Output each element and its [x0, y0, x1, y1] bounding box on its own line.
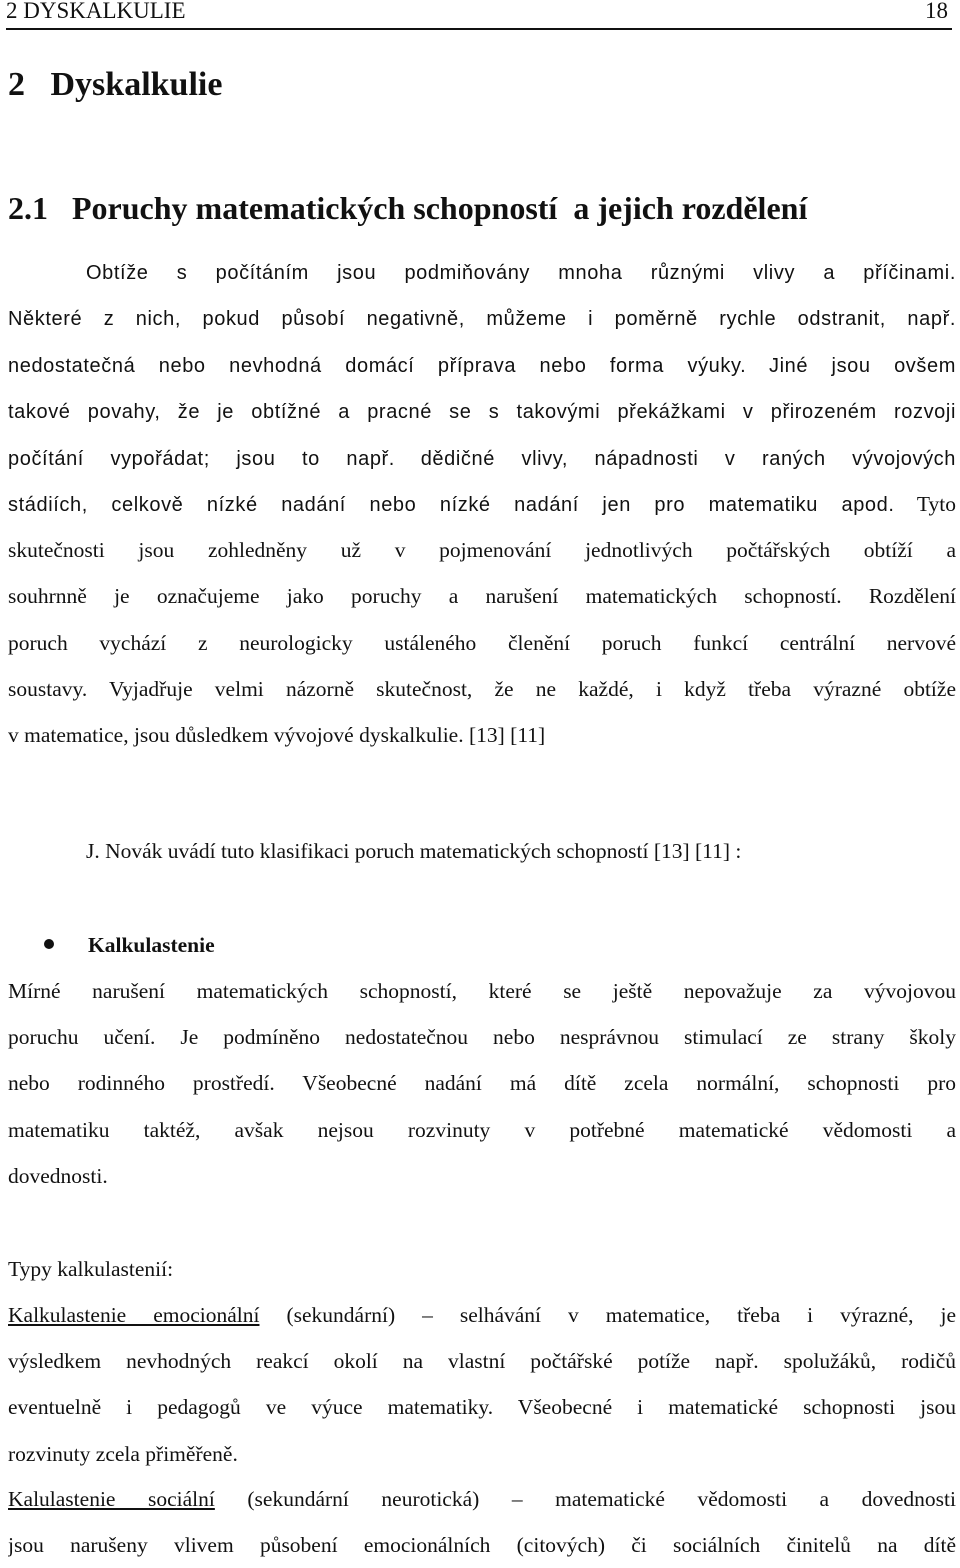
term-social: Kalulastenie sociální [8, 1487, 215, 1511]
text-segment: Tyto [916, 491, 956, 516]
text-line: nebo rodinného prostředí. Všeobecné nadání má dítě zcela normální, schopnosti pro [8, 1071, 956, 1096]
text-line: soustavy. Vyjadřuje velmi názorně skutečnost, že ne každé, i když třeba výrazné obtíže [8, 676, 956, 701]
types-label: Typy kalkulastenií: [8, 1257, 174, 1281]
text-segment: počítání vypořádat; jsou to např. [8, 447, 395, 470]
text-line: souhrnně je označujeme jako poruchy a narušení matematických schopností. Rozdělení [8, 584, 956, 609]
text-line [8, 1476, 956, 1522]
text-line: výsledkem nevhodných reakcí okolí na vlastní počtářské potíže např. spolužáků, rodičů [8, 1349, 956, 1374]
term-emotional: Kalkulastenie emocionální [8, 1303, 260, 1327]
text-line: rozvinuty zcela přiměřeně. [8, 1441, 238, 1466]
section-heading: 2.1 Poruchy matematických schopností a jejich rozdělení [8, 190, 808, 226]
text-line: Obtíže s počítáním jsou podmiňovány mnoha různými vlivy a příčinami. [86, 262, 956, 284]
bullet-title: Kalkulastenie [88, 933, 215, 957]
text-line: dovednosti. [8, 1163, 108, 1188]
text-line: poruchu učení. Je podmíněno nedostatečnou nebo nesprávnou stimulací ze strany školy [8, 1025, 956, 1050]
text-line: eventuelně i pedagogů ve výuce matematiky. Všeobecné i matematické schopnosti jsou [8, 1395, 956, 1420]
text-line [8, 435, 956, 481]
paragraph-emotional [8, 1292, 956, 1477]
text-line: poruch vychází z neurologicky ustáleného členění poruch funkcí centrální nervové [8, 630, 956, 655]
header-page-number: 18 [925, 0, 948, 23]
text-line [8, 1292, 956, 1338]
text-segment: nedostatečná nebo nevhodná domácí příprava nebo forma výuky. [8, 355, 747, 378]
classification-intro: J. Novák uvádí tuto klasifikaci poruch matematických schopností [13] [11] : [86, 839, 742, 863]
text-segment: stádiích, celkově nízké nadání nebo nízké nadání jen pro matematiku apod. [8, 493, 895, 516]
running-header [6, 0, 952, 30]
text-segment: dědičné vlivy, nápadnosti v raných vývojových [420, 447, 956, 470]
text-line: Některé z nich, pokud působí negativně, můžeme i poměrně rychle odstranit, např. [8, 308, 956, 331]
paragraph-kalkulastenie [8, 968, 956, 1199]
text-line: Mírné narušení matematických schopností, které se ještě nepovažuje za vývojovou [8, 979, 956, 1003]
paragraph-social [8, 1476, 956, 1568]
text-segment: (sekundární neurotická) – matematické vědomosti a dovednosti [214, 1487, 956, 1511]
text-segment: Jiné jsou ovšem [768, 355, 956, 378]
text-line: matematiku taktéž, avšak nejsou rozvinuty v potřebné matematické vědomosti a [8, 1117, 956, 1142]
text-line [8, 342, 956, 388]
text-line: takové povahy, že je obtížné a pracné se s takovými překážkami v přirozeném rozvoji [8, 400, 956, 423]
chapter-heading: 2 Dyskalkulie [8, 66, 223, 103]
text-line: skutečnosti jsou zohledněny už v pojmenování jednotlivých počtářských obtíží a [8, 538, 956, 563]
header-chapter: 2 DYSKALKULIE [6, 0, 186, 23]
text-line: v matematice, jsou důsledkem vývojové dyskalkulie. [13] [11] [8, 722, 546, 747]
bullet-heading [8, 922, 215, 968]
bullet-icon [44, 939, 54, 949]
text-line [8, 481, 956, 527]
paragraph-intro [8, 250, 956, 758]
text-segment: (sekundární) – selhávání v matematice, třeba i výrazné, je [259, 1303, 956, 1327]
text-line: jsou narušeny vlivem působení emocionálních (citových) či sociálních činitelů na dítě [8, 1533, 956, 1558]
